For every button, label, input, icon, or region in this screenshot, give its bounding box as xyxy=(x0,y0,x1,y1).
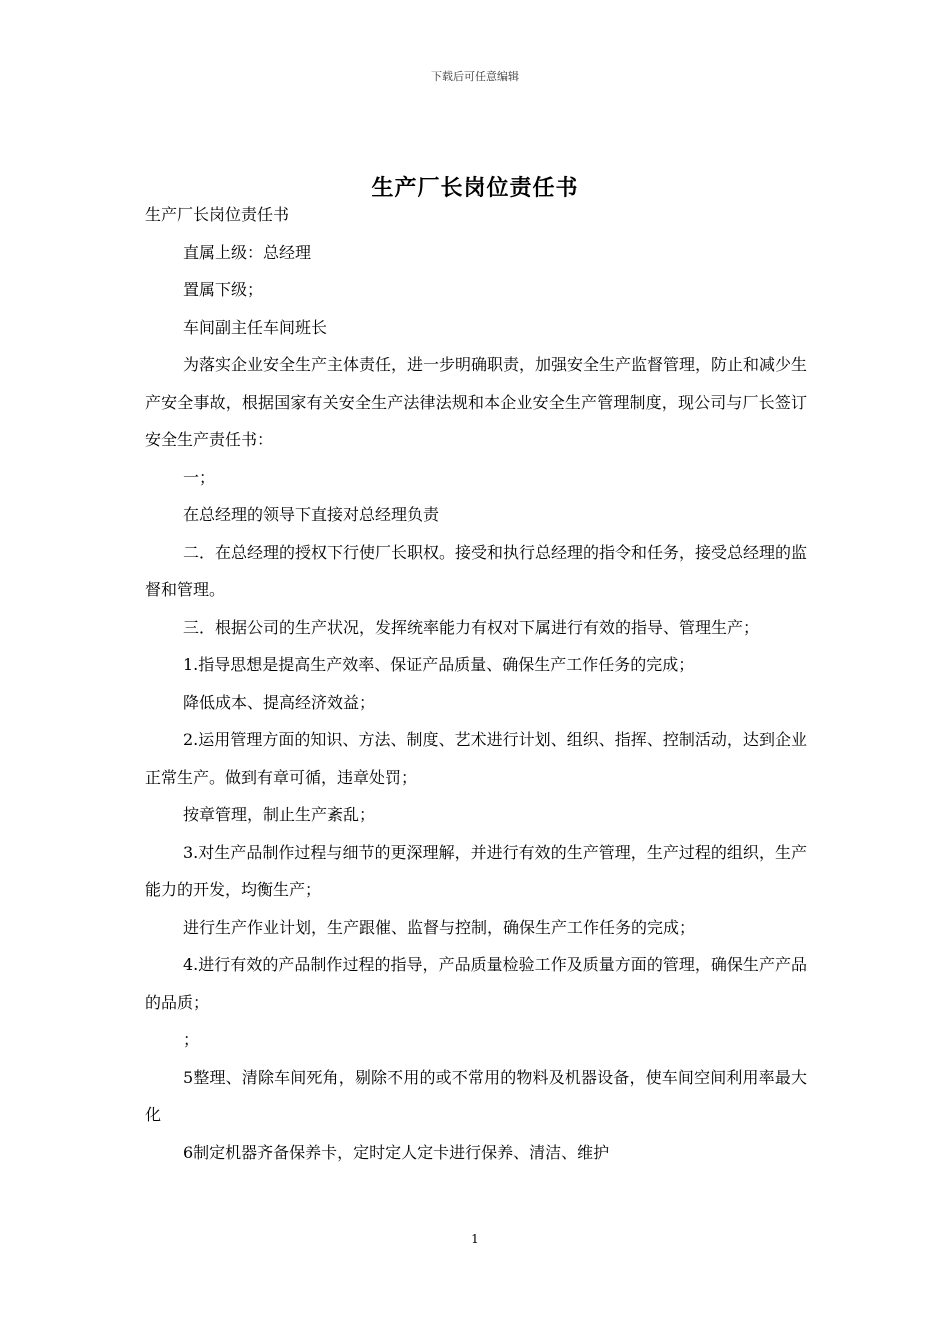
paragraph-point-6: 6制定机器齐备保养卡，定时定人定卡进行保养、清洁、维护 xyxy=(183,1142,610,1162)
paragraph-point-5: 5整理、清除车间死角，剔除不用的或不常用的物料及机器设备，使车间空间利用率最大化 xyxy=(145,1067,807,1124)
paragraph-point-4: 4.进行有效的产品制作过程的指导，产品质量检验工作及质量方面的管理，确保生产产品的品质； xyxy=(145,955,807,1012)
header-note: 下载后可任意编辑 xyxy=(431,70,519,83)
paragraph-point-1: 1.指导思想是提高生产效率、保证产品质量、确保生产工作任务的完成； xyxy=(183,655,695,674)
paragraph-point-3-cont: 进行生产作业计划，生产跟催、监督与控制，确保生产工作任务的完成； xyxy=(183,917,696,937)
paragraph-subtitle: 生产厂长岗位责任书 xyxy=(145,205,290,224)
paragraph-item-one-heading: 一； xyxy=(183,467,216,487)
paragraph-item-one: 在总经理的领导下直接对总经理负责 xyxy=(183,505,440,524)
document-body xyxy=(145,196,807,1171)
paragraph-point-2: 2.运用管理方面的知识、方法、制度、艺术进行计划、组织、指挥、控制活动，达到企业正常生产。做到有章可循，违章处罚； xyxy=(145,730,807,787)
paragraph-point-3: 3.对生产品制作过程与细节的更深理解，并进行有效的生产管理，生产过程的组织，生产能力的开发，均衡生产； xyxy=(145,842,807,899)
paragraph-semicolon: ； xyxy=(183,1030,200,1049)
paragraph-subordinates: 置属下级； xyxy=(183,280,264,299)
paragraph-point-1-cont: 降低成本、提高经济效益； xyxy=(183,692,376,712)
paragraph-item-two: 二．在总经理的授权下行使厂长职权。接受和执行总经理的指令和任务，接受总经理的监督和管理。 xyxy=(145,542,808,599)
paragraph-direct-superior: 直属上级：总经理 xyxy=(183,242,312,262)
paragraph-item-three: 三．根据公司的生产状况，发挥统率能力有权对下属进行有效的指导、管理生产； xyxy=(183,617,760,637)
paragraph-point-2-cont: 按章管理，制止生产紊乱； xyxy=(183,805,376,824)
page-number: 1 xyxy=(471,1232,479,1246)
document-title: 生产厂长岗位责任书 xyxy=(371,174,579,201)
paragraph-subordinate-roles: 车间副主任车间班长 xyxy=(183,317,328,337)
paragraph-purpose: 为落实企业安全生产主体责任，进一步明确职责，加强安全生产监督管理，防止和减少生产安全事故，根据国家有关安全生产法律法规和本企业安全生产管理制度，现公司与厂长签订安全生产责任书： xyxy=(145,355,808,449)
